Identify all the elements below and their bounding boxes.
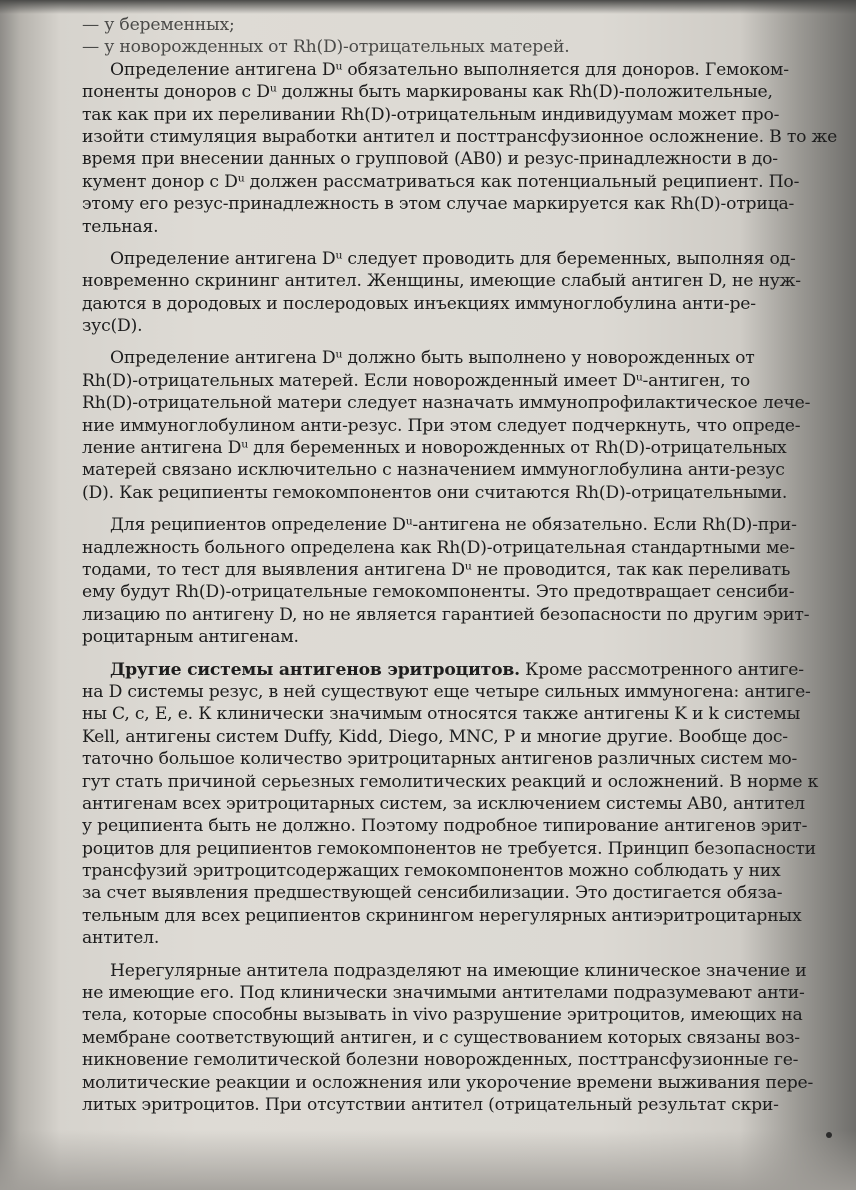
text-line: тельная. [82, 216, 159, 237]
text-line: роцитарным антигенам. [82, 627, 299, 648]
text-line: роцитов для реципиентов гемокомпонентов не требуется. Принцип безопасности [82, 838, 816, 859]
text-line: не имеющие его. Под клинически значимыми антителами подразумевают анти- [82, 983, 805, 1004]
text-line: матерей связано исключительно с назначением иммуноглобулина анти-резус [82, 460, 785, 481]
text-line: у реципиента быть не должно. Поэтому подробное типирование антигенов эрит- [82, 816, 808, 837]
section-heading: Другие системы антигенов эритроцитов. [110, 659, 520, 680]
text-line: Определение антигена Dᵘ следует проводить для беременных, выполняя од- [110, 248, 796, 269]
text-line: зус(D). [82, 316, 143, 337]
body-text [82, 14, 838, 1116]
text-line: Kell, антигены систем Duffy, Kidd, Diego, MNC, P и многие другие. Вообще дос- [82, 726, 788, 747]
text-line: гут стать причиной серьезных гемолитических реакций и осложнений. В норме к [82, 771, 819, 792]
text-line: тодами, то тест для выявления антигена Dᵘ не проводится, так как переливать [82, 559, 791, 580]
text-line: за счет выявления предшествующей сенсибилизации. Это достигается обяза- [82, 883, 783, 904]
text-line: мембране соответствующий антиген, и с существованием которых связаны воз- [82, 1027, 800, 1048]
text-line: ны C, c, E, e. К клинически значимым относятся также антигены K и k системы [82, 704, 801, 725]
text-line: ние иммуноглобулином анти-резус. При этом следует подчеркнуть, что опреде- [82, 415, 801, 436]
page-bottom-shadow [0, 1130, 856, 1190]
text-line: изойти стимуляция выработки антител и посттрансфузионное осложнение. В то же [82, 126, 838, 147]
text-line: (D). Как реципиенты гемокомпонентов они считаются Rh(D)-отрицательными. [82, 482, 788, 503]
text-line: Нерегулярные антитела подразделяют на имеющие клиническое значение и [110, 960, 807, 981]
text-line: Rh(D)-отрицательной матери следует назначать иммунопрофилактическое лече- [82, 393, 811, 414]
speck-mark [826, 1132, 832, 1138]
text-line: Для реципиентов определение Dᵘ-антигена не обязательно. Если Rh(D)-при- [110, 515, 797, 536]
text-block-2 [82, 681, 819, 1116]
text-line: надлежность больного определена как Rh(D)-отрицательная стандартными ме- [82, 537, 795, 558]
text-line: этому его резус-принадлежность в этом случае маркируется как Rh(D)-отрица- [82, 194, 795, 215]
text-line: даются в дородовых и послеродовых инъекциях иммуноглобулина анти-ре- [82, 293, 756, 314]
text-line: антигенам всех эритроцитарных систем, за исключением системы AB0, антител [82, 793, 805, 814]
text-line: ему будут Rh(D)-отрицательные гемокомпоненты. Это предотвращает сенсиби- [82, 582, 795, 603]
text-line: — у новорожденных от Rh(D)-отрицательных матерей. [82, 37, 570, 58]
text-line: лизацию по антигену D, но не является гарантией безопасности по другим эрит- [82, 604, 810, 625]
section-heading-line [82, 659, 804, 681]
text-line: время при внесении данных о групповой (AB0) и резус-принадлежности в до- [82, 149, 778, 170]
text-line: таточно большое количество эритроцитарных антигенов различных систем мо- [82, 749, 798, 770]
text-line: так как при их переливании Rh(D)-отрицательным индивидуумам может про- [82, 104, 780, 125]
text-line: литых эритроцитов. При отсутствии антител (отрицательный результат скри- [82, 1094, 779, 1115]
text-line: тела, которые способны вызывать in vivo разрушение эритроцитов, имеющих на [82, 1005, 803, 1026]
text-line: Определение антигена Dᵘ должно быть выполнено у новорожденных от [110, 348, 755, 369]
text-line: трансфузий эритроцитсодержащих гемокомпонентов можно соблюдать у них [82, 861, 781, 882]
text-line: Определение антигена Dᵘ обязательно выполняется для доноров. Гемоком- [110, 59, 789, 80]
text-line: на D системы резус, в ней существуют еще четыре сильных иммуногена: антиге- [82, 681, 811, 702]
text-line: новременно скрининг антител. Женщины, имеющие слабый антиген D, не нуж- [82, 271, 801, 292]
text-line: антител. [82, 928, 160, 949]
text-line: — у беременных; [82, 15, 235, 35]
text-line: никновение гемолитической болезни новорожденных, посттрансфузионные ге- [82, 1050, 799, 1071]
section-heading-continuation: Кроме рассмотренного антиге- [519, 659, 804, 680]
text-line: Rh(D)-отрицательных матерей. Если новорожденный имеет Dᵘ-антиген, то [82, 370, 751, 391]
text-line: поненты доноров с Dᵘ должны быть маркированы как Rh(D)-положительные, [82, 82, 773, 103]
page-top-edge [0, 0, 856, 14]
text-block-1 [82, 14, 838, 649]
text-line: тельным для всех реципиентов скринингом нерегулярных антиэритроцитарных [82, 905, 802, 926]
text-line: ление антигена Dᵘ для беременных и новорожденных от Rh(D)-отрицательных [82, 438, 787, 459]
text-line: кумент донор с Dᵘ должен рассматриваться как потенциальный реципиент. По- [82, 171, 800, 192]
text-line: молитические реакции и осложнения или укорочение времени выживания пере- [82, 1072, 814, 1093]
